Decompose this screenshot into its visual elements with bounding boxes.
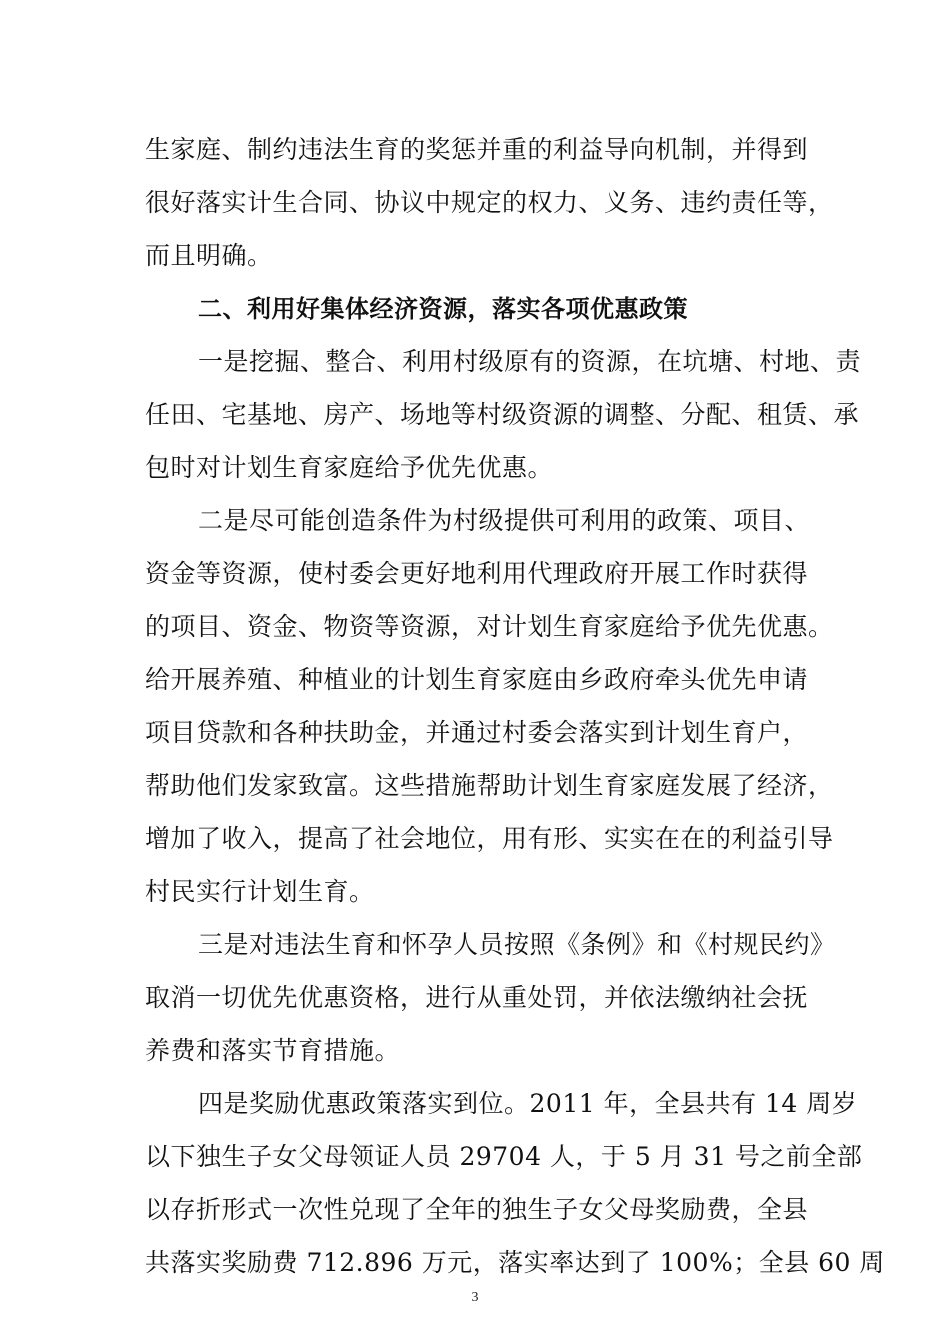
text-line: 生家庭、制约违法生育的奖惩并重的利益导向机制，并得到	[145, 135, 809, 164]
text-line: 养费和落实节育措施。	[145, 1036, 401, 1065]
text-line: 资金等资源，使村委会更好地利用代理政府开展工作时获得	[145, 559, 809, 588]
text-line: 增加了收入，提高了社会地位，用有形、实实在在的利益引导	[145, 824, 834, 853]
text-line: 包时对计划生育家庭给予优先优惠。	[145, 453, 554, 482]
text-line: 取消一切优先优惠资格，进行从重处罚，并依法缴纳社会抚	[145, 983, 809, 1012]
text-line: 而且明确。	[145, 241, 273, 270]
text-line: 二是尽可能创造条件为村级提供可利用的政策、项目、	[198, 506, 811, 535]
text-line: 项目贷款和各种扶助金，并通过村委会落实到计划生育户，	[145, 718, 809, 747]
text-line: 以下独生子女父母领证人员 29704 人，于 5 月 31 号之前全部	[145, 1142, 863, 1171]
text-line: 一是挖掘、整合、利用村级原有的资源，在坑塘、村地、责	[198, 347, 862, 376]
text-line: 三是对违法生育和怀孕人员按照《条例》和《村规民约》	[198, 930, 836, 959]
text-line: 帮助他们发家致富。这些措施帮助计划生育家庭发展了经济，	[145, 771, 834, 800]
text-line: 以存折形式一次性兑现了全年的独生子女父母奖励费，全县	[145, 1195, 809, 1224]
section-heading: 二、利用好集体经济资源，落实各项优惠政策	[198, 295, 688, 323]
text-line: 给开展养殖、种植业的计划生育家庭由乡政府牵头优先申请	[145, 665, 809, 694]
text-line: 村民实行计划生育。	[145, 877, 375, 906]
text-line: 四是奖励优惠政策落实到位。2011 年，全县共有 14 周岁	[198, 1089, 858, 1118]
text-line: 很好落实计生合同、协议中规定的权力、义务、违约责任等，	[145, 188, 834, 217]
text-line: 任田、宅基地、房产、场地等村级资源的调整、分配、租赁、承	[145, 400, 860, 429]
text-line: 的项目、资金、物资等资源，对计划生育家庭给予优先优惠。	[145, 612, 834, 641]
text-line: 共落实奖励费 712.896 万元，落实率达到了 100%；全县 60 周	[145, 1248, 885, 1277]
page-number: 3	[471, 1290, 479, 1305]
